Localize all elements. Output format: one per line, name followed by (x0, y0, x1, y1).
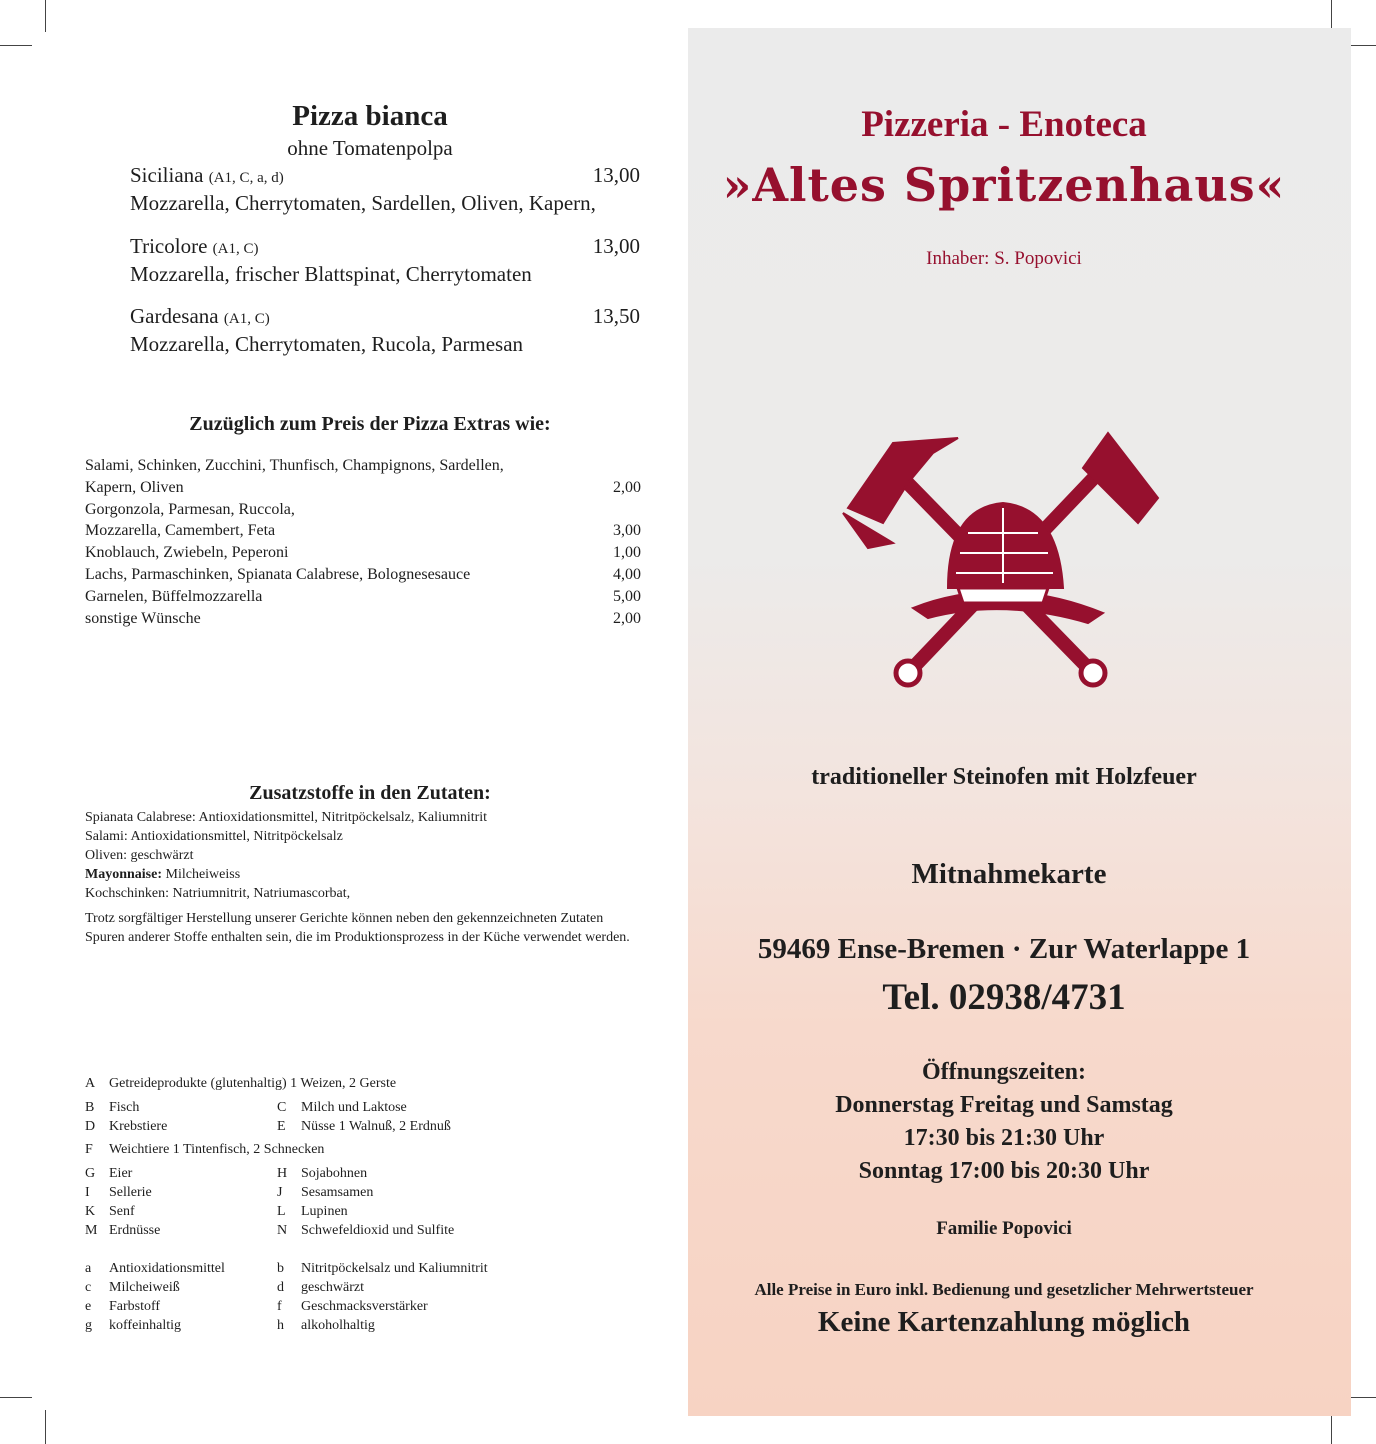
legend-row: G Eier (85, 1166, 133, 1181)
legend-row: K Senf (85, 1204, 135, 1219)
allergen-disclaimer: Trotz sorgfältiger Herstellung unserer Gerichte können neben den gekennzeichneten Zutaten Spuren anderer Stoffe enthalten sein, die im Produktionsprozess in der Küche verwendet werden. (85, 911, 630, 945)
pizza-price: 13,00 (592, 234, 640, 258)
prices-note: Alle Preise in Euro inkl. Bedienung und gesetzlicher Mehrwertsteuer (754, 1280, 1254, 1299)
pizza-allergens: (A1, C) (212, 241, 259, 257)
pizza-description: Mozzarella, Cherrytomaten, Rucola, Parmesan (130, 332, 524, 356)
pizza-item (130, 304, 640, 357)
legend-row: J Sesamsamen (277, 1185, 374, 1200)
legend-row: L Lupinen (277, 1204, 348, 1219)
extras-row: Gorgonzola, Parmesan, Ruccola, (85, 500, 295, 518)
opening-sunday: Sonntag 17:00 bis 20:30 Uhr (858, 1158, 1150, 1184)
additive-row: Spianata Calabrese: Antioxidationsmittel, Nitritpöckelsalz, Kaliumnitrit (85, 810, 488, 825)
pizza-allergens: (A1, C) (223, 311, 270, 327)
menu-cover-page (688, 28, 1351, 1416)
family-signature: Familie Popovici (936, 1218, 1072, 1239)
owner-line: Inhaber: S. Popovici (926, 248, 1082, 269)
restaurant-type-title: Pizzeria - Enoteca (861, 104, 1147, 145)
extras-row: Salami, Schinken, Zucchini, Thunfisch, Champignons, Sardellen, (85, 457, 504, 474)
no-card-payment-note: Keine Kartenzahlung möglich (817, 1306, 1191, 1338)
legend-row: c Milcheiweiß (85, 1280, 180, 1295)
phone-number: Tel. 02938/4731 (882, 977, 1126, 1018)
legend-row: e Farbstoff (85, 1299, 161, 1314)
pizza-item (130, 234, 640, 287)
pizza-name: Siciliana (130, 163, 204, 187)
pizza-item (130, 163, 640, 216)
legend-row: N Schwefeldioxid und Sulfite (277, 1223, 455, 1238)
additive-row: Kochschinken: Natriumnitrit, Natriumascorbat, (85, 886, 351, 901)
pizza-price: 13,00 (592, 163, 640, 187)
additive-row: Salami: Antioxidationsmittel, Nitritpöckelsalz (85, 829, 343, 844)
extras-row: Garnelen, Büffelmozzarella 5,00 (85, 587, 641, 605)
menu-type: Mitnahmekarte (911, 858, 1107, 890)
legend-row: H Sojabohnen (277, 1166, 368, 1181)
pizza-section-title: Pizza bianca (292, 100, 448, 132)
fire-helmet-crossed-axes-icon (838, 423, 1168, 698)
extras-row: Knoblauch, Zwiebeln, Peperoni 1,00 (85, 544, 641, 562)
additive-row: Mayonnaise: Milcheiweiss (85, 867, 241, 882)
pizza-allergens: (A1, C, a, d) (208, 170, 284, 186)
legend-row: M Erdnüsse (85, 1223, 161, 1238)
legend-row: F Weichtiere 1 Tintenfisch, 2 Schnecken (85, 1142, 325, 1157)
additives-title: Zusatzstoffe in den Zutaten: (249, 782, 491, 804)
extras-row: Mozzarella, Camembert, Feta 3,00 (85, 522, 641, 540)
oven-tagline: traditioneller Steinofen mit Holzfeuer (811, 764, 1197, 790)
restaurant-name: »Altes Spritzenhaus« (722, 158, 1286, 212)
pizza-name: Gardesana (130, 304, 219, 328)
address: 59469 Ense-Bremen · Zur Waterlappe 1 (757, 933, 1251, 965)
additives-list (85, 808, 645, 903)
extras-title: Zuzüglich zum Preis der Pizza Extras wie: (189, 413, 551, 435)
legend-row: b Nitritpöckelsalz und Kaliumnitrit (277, 1261, 488, 1276)
legend-row: E Nüsse 1 Walnuß, 2 Erdnuß (277, 1119, 451, 1134)
extras-row: sonstige Wünsche 2,00 (85, 609, 641, 627)
additive-row: Oliven: geschwärzt (85, 848, 194, 863)
pizza-description: Mozzarella, frischer Blattspinat, Cherrytomaten (130, 262, 532, 286)
legend-row: a Antioxidationsmittel (85, 1261, 225, 1276)
pizza-section-subtitle: ohne Tomatenpolpa (287, 136, 453, 160)
opening-time: 17:30 bis 21:30 Uhr (903, 1125, 1105, 1151)
pizza-price: 13,50 (592, 304, 640, 328)
legend-row: I Sellerie (85, 1185, 152, 1200)
opening-hours (688, 1056, 1320, 1188)
legend-row: f Geschmacksverstärker (277, 1299, 428, 1314)
opening-days: Donnerstag Freitag und Samstag (835, 1092, 1173, 1118)
legend-row: g koffeinhaltig (85, 1318, 182, 1333)
legend-row: A Getreideprodukte (glutenhaltig) 1 Weizen, 2 Gerste (85, 1076, 397, 1091)
legend-row: B Fisch (85, 1100, 140, 1115)
extras-row: Lachs, Parmaschinken, Spianata Calabrese, Bolognesesauce 4,00 (85, 565, 641, 583)
extras-list (85, 455, 641, 629)
legend-row: D Krebstiere (85, 1119, 168, 1134)
pizza-name: Tricolore (130, 234, 208, 258)
legend-row: C Milch und Laktose (277, 1100, 407, 1115)
pizza-description: Mozzarella, Cherrytomaten, Sardellen, Oliven, Kapern, (130, 191, 596, 215)
extras-row: Kapern, Oliven 2,00 (85, 478, 641, 496)
opening-hours-title: Öffnungszeiten: (922, 1059, 1086, 1085)
legend-row: h alkoholhaltig (277, 1318, 375, 1333)
legend-row: d geschwärzt (277, 1280, 364, 1295)
